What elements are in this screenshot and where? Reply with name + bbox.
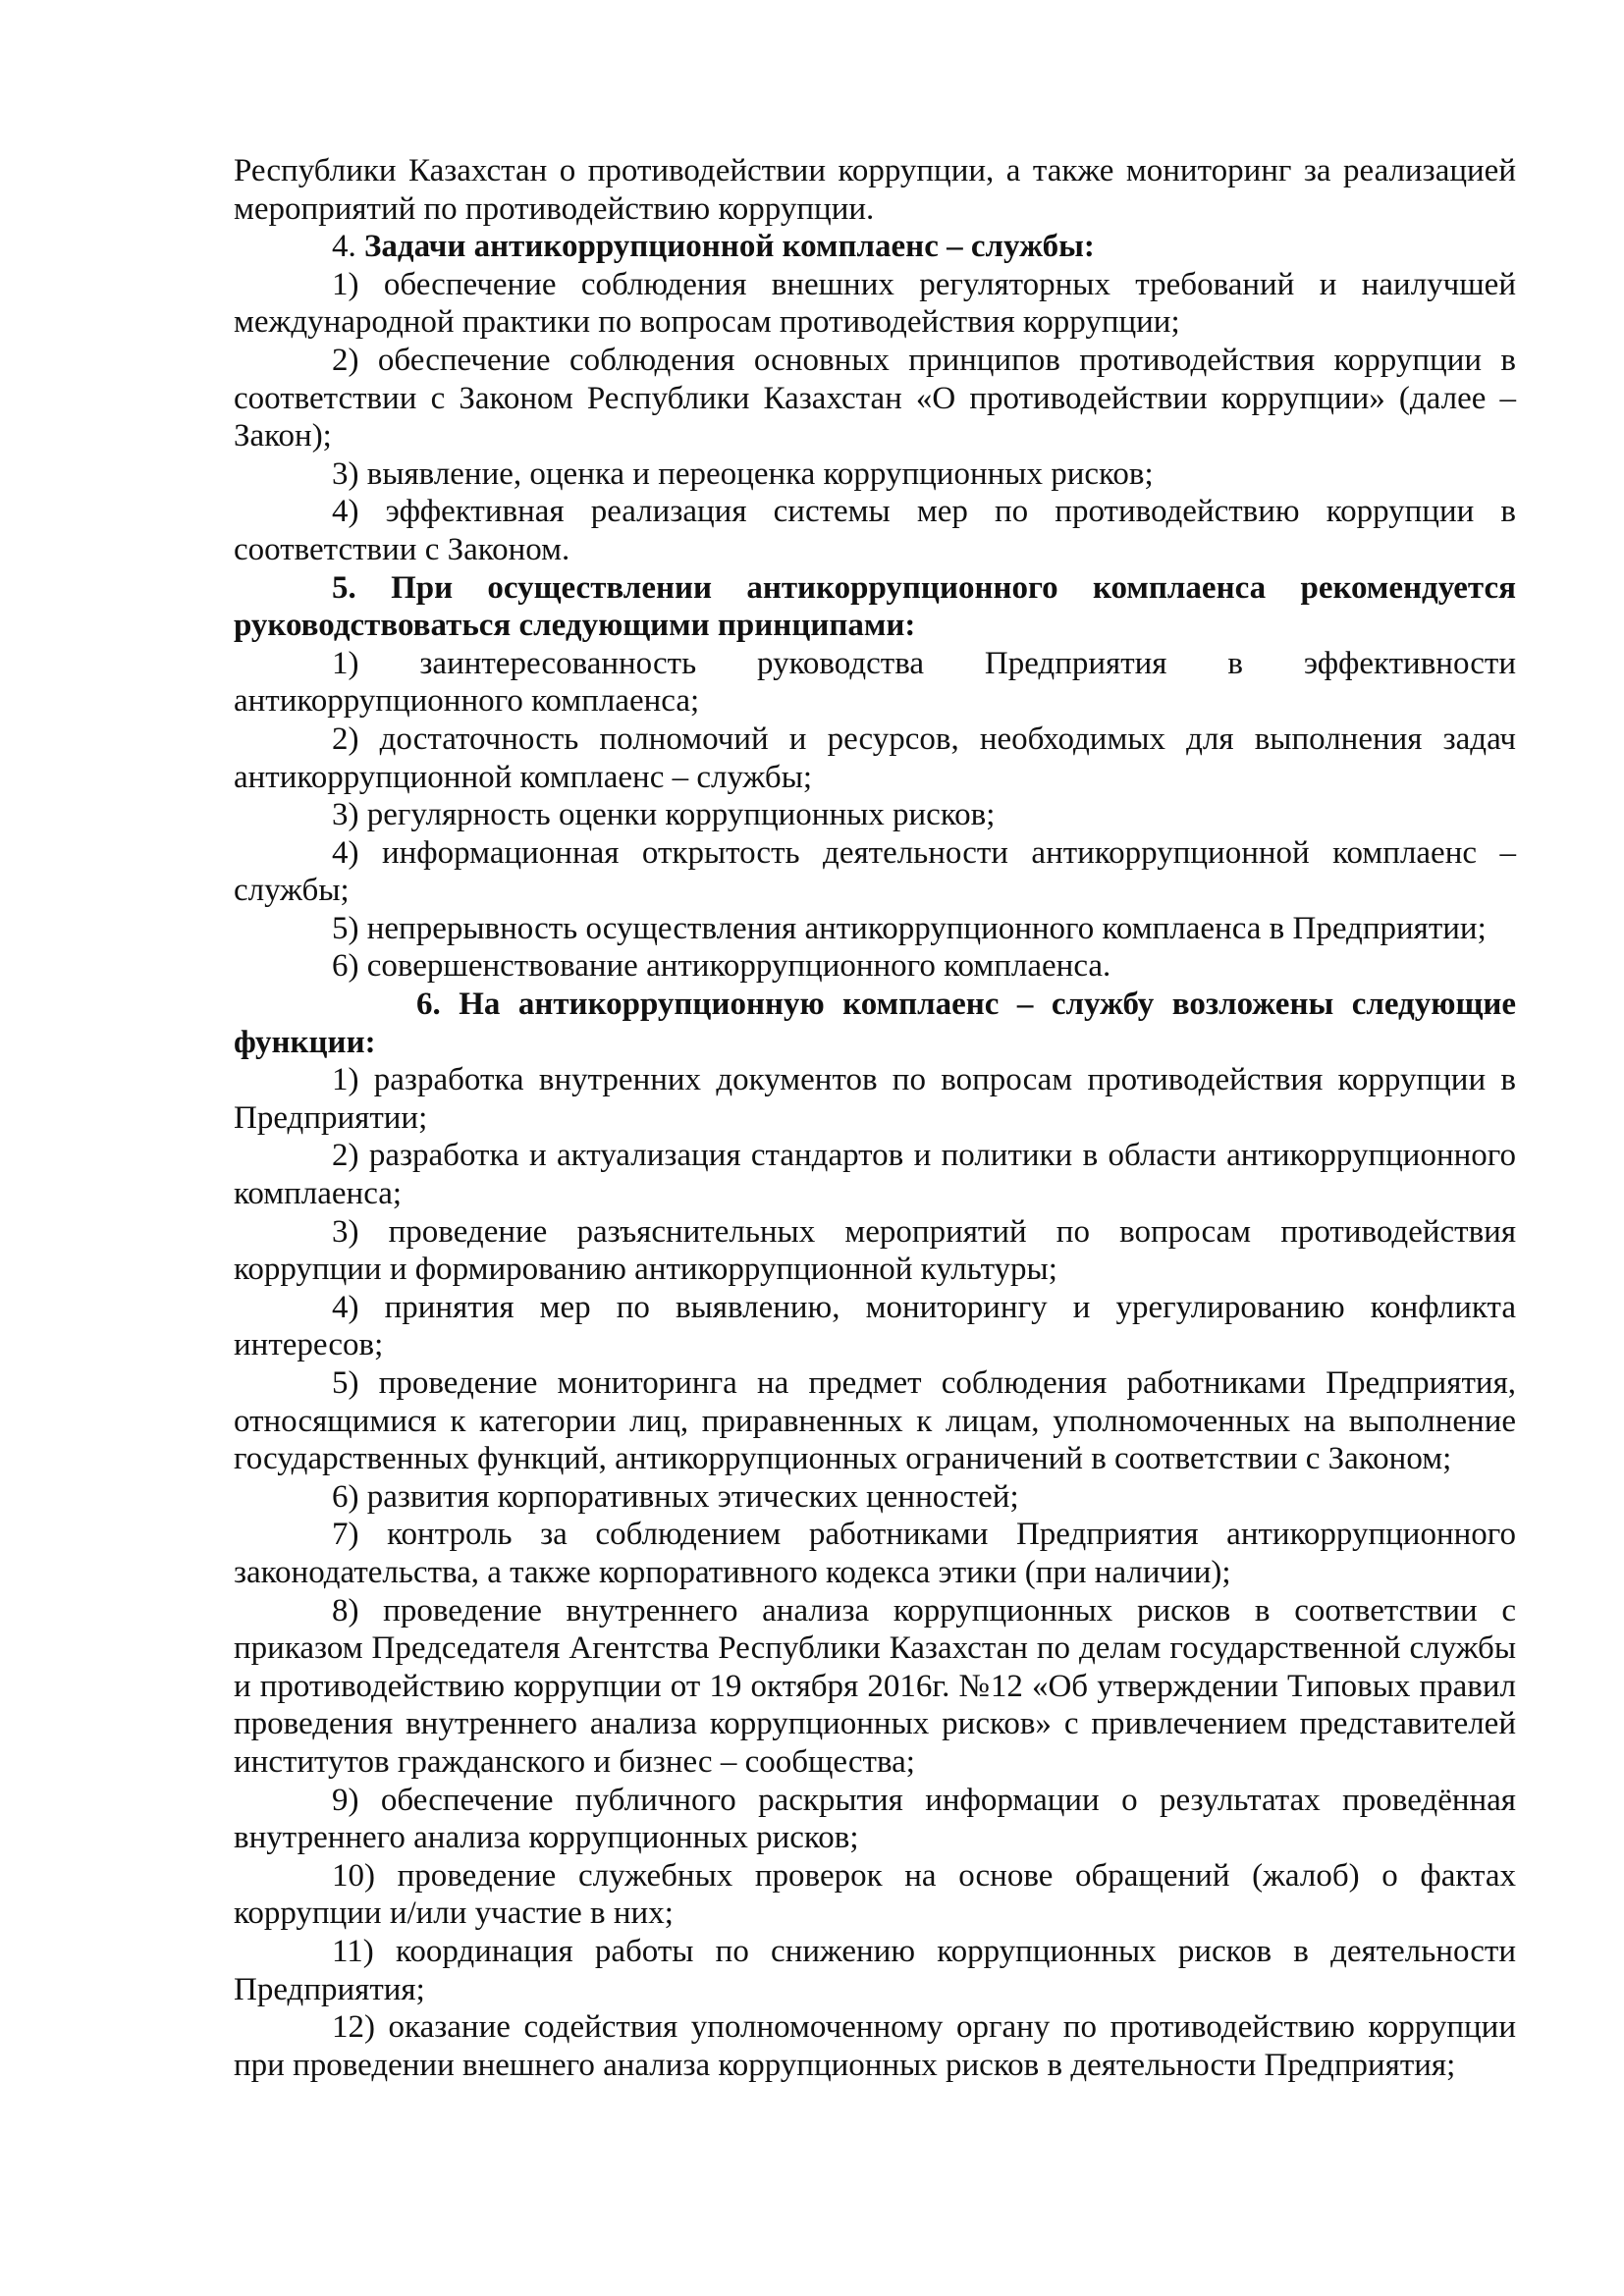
section-5-item-5: 5) непрерывность осуществления антикоррупционного комплаенса в Предприятии;	[332, 910, 1487, 946]
section-4-item-4: 4) эффективная реализация системы мер по противодействию коррупции в соответствии с Законом.	[234, 494, 1516, 567]
section-6-item-7: 7) контроль за соблюдением работниками Предприятия антикоррупционного законодательства, а также корпоративного кодекса этики (при наличии);	[234, 1517, 1516, 1590]
section-6-item-9: 9) обеспечение публичного раскрытия информации о результатах проведённая внутреннего анализа коррупционных рисков;	[234, 1782, 1516, 1856]
section-5-heading: 5. При осуществлении антикоррупционного комплаенса рекомендуется руководствоваться следующими принципами:	[234, 569, 1516, 644]
section-6-item-12: 12) оказание содействия уполномоченному органу по противодействию коррупции при проведении внешнего анализа коррупционных рисков в деятельности Предприятия;	[234, 2009, 1516, 2083]
document-page	[234, 152, 1516, 2084]
section-4-item-1: 1) обеспечение соблюдения внешних регуляторных требований и наилучшей международной практики по вопросам противодействия коррупции;	[234, 266, 1516, 341]
section-6-item-2: 2) разработка и актуализация стандартов и политики в области антикоррупционного комплаенса;	[234, 1138, 1516, 1212]
section-6-heading: 6. На антикоррупционную комплаенс – службу возложены следующие функции:	[234, 987, 1516, 1060]
section-4-number: 4.	[332, 229, 364, 265]
section-5-item-2: 2) достаточность полномочий и ресурсов, необходимых для выполнения задач антикоррупционной комплаенс – службы;	[234, 721, 1516, 795]
continuation-paragraph: Республики Казахстан о противодействии коррупции, а также мониторинг за реализацией мероприятий по противодействию коррупции.	[234, 153, 1516, 227]
section-6-item-3: 3) проведение разъяснительных мероприятий по вопросам противодействия коррупции и формированию антикоррупционной культуры;	[234, 1213, 1516, 1288]
section-6-item-4: 4) принятия мер по выявлению, мониторингу и урегулированию конфликта интересов;	[234, 1289, 1516, 1363]
section-6-item-6: 6) развития корпоративных этических ценностей;	[332, 1478, 1019, 1515]
section-5-item-4: 4) информационная открытость деятельности антикоррупционной комплаенс – службы;	[234, 834, 1516, 909]
section-5-item-3: 3) регулярность оценки коррупционных рисков;	[332, 797, 996, 833]
section-4-heading	[234, 228, 1516, 266]
section-4-item-3: 3) выявление, оценка и переоценка коррупционных рисков;	[332, 455, 1154, 492]
section-6-item-8: 8) проведение внутреннего анализа коррупционных рисков в соответствии с приказом Председателя Агентства Республики Казахстан по делам государственной службы и противодействию коррупции от 19 октября 2016г. №12 «Об утверждении Типовых правил проведения внутреннего анализа коррупционных рисков» с привлечением представителей институтов гражданского и бизнес – сообщества;	[234, 1592, 1516, 1780]
section-5-item-1: 1) заинтересованность руководства Предприятия в эффективности антикоррупционного комплаенса;	[234, 645, 1516, 720]
section-6-item-5: 5) проведение мониторинга на предмет соблюдения работниками Предприятия, относящимися к категории лиц, приравненных к лицам, уполномоченных на выполнение государственных функций, антикоррупционных ограничений в соответствии с Законом;	[234, 1365, 1516, 1477]
section-6-item-1: 1) разработка внутренних документов по вопросам противодействия коррупции в Предприятии;	[234, 1062, 1516, 1136]
section-6-item-11: 11) координация работы по снижению коррупционных рисков в деятельности Предприятия;	[234, 1933, 1516, 2007]
section-4-title: Задачи антикоррупционной комплаенс – службы:	[364, 229, 1095, 265]
section-4-item-2: 2) обеспечение соблюдения основных принципов противодействия коррупции в соответствии с Законом Республики Казахстан «О противодействии коррупции» (далее – Закон);	[234, 342, 1516, 454]
section-6-item-10: 10) проведение служебных проверок на основе обращений (жалоб) о фактах коррупции и/или участие в них;	[234, 1857, 1516, 1932]
section-5-item-6: 6) совершенствование антикоррупционного комплаенса.	[332, 948, 1111, 985]
